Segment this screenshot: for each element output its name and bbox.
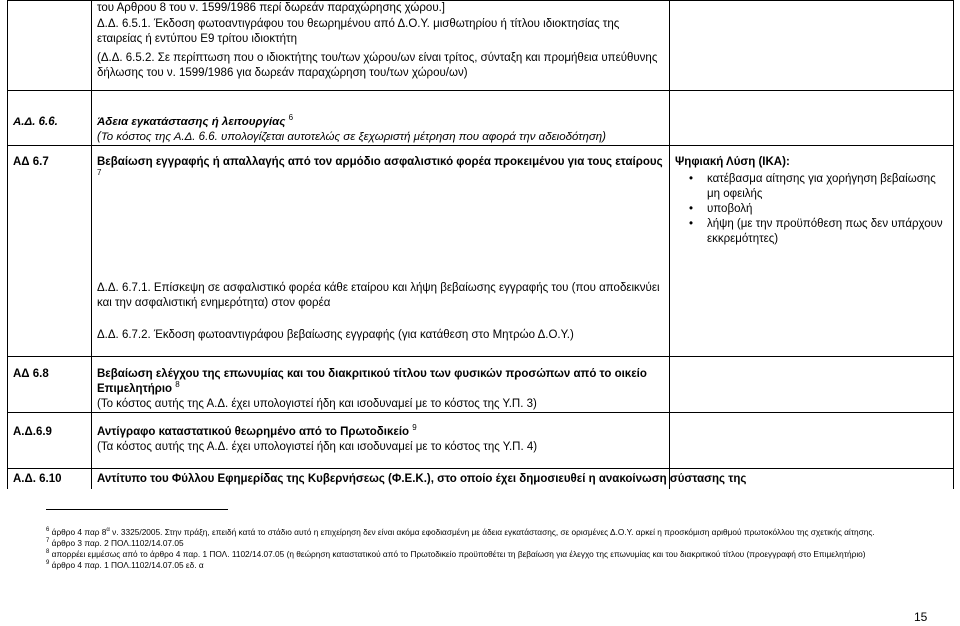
footnotes <box>46 527 926 571</box>
row-title: Αντίγραφο καταστατικού θεωρημένο από το Πρωτοδικείο <box>97 426 410 438</box>
footnote <box>46 549 926 560</box>
list-item: • λήψη (με την προϋπόθεση πως δεν υπάρχουν εκκρεμότητες) <box>681 217 948 247</box>
table-row <box>8 1 954 91</box>
sub-item-672: Δ.Δ. 6.7.2. Έκδοση φωτοαντιγράφου βεβαίωσης εγγραφής (για κατάθεση στο Μητρώο Δ.Ο.Υ.) <box>97 329 574 341</box>
footnote-ref: 9 <box>412 423 417 432</box>
r1-line2: Δ.Δ. 6.5.1. Έκδοση φωτοαντιγράφου του θεωρημένου από Δ.Ο.Υ. μισθωτηρίου ή τίτλου ιδιοκτησίας της εταιρείας ή εντύπου Ε9 τρίτου ιδιοκτήτη <box>97 18 620 45</box>
ika-list <box>675 172 948 247</box>
row-code: ΑΔ 6.8 <box>13 368 49 380</box>
row-code: Α.Δ.6.9 <box>13 426 52 438</box>
notes-cell <box>670 357 954 413</box>
footnote <box>46 527 926 538</box>
notes-cell <box>670 146 954 357</box>
footnote <box>46 560 926 571</box>
description-cell <box>92 1 670 91</box>
row-title: Βεβαίωση ελέγχου της επωνυμίας και του διακριτικού τίτλου των φυσικών προσώπων από το οικείο Επιμελητήριο <box>97 368 647 395</box>
row-code: ΑΔ 6.7 <box>13 156 49 168</box>
row-code: Α.Δ. 6.6. <box>13 116 58 128</box>
footnote-number: 8 <box>46 549 50 555</box>
row-title: Βεβαίωση εγγραφής ή απαλλαγής από τον αρμόδιο ασφαλιστικό φορέα προκειμένου για τους εταίρους <box>97 156 663 168</box>
code-cell <box>8 357 92 413</box>
r1-line3: (Δ.Δ. 6.5.2. Σε περίπτωση που ο ιδιοκτήτης του/των χώρου/ων είναι τρίτος, σύνταξη και προμήθεια υπεύθυνης δήλωσης του ν. 1599/1986 για δωρεάν παραχώρηση του/των χώρου/ων) <box>97 52 658 79</box>
table-row <box>8 146 954 357</box>
requirements-table <box>7 0 954 489</box>
table-row <box>8 413 954 469</box>
footnote-ref: 6 <box>288 113 294 122</box>
footnote <box>46 538 926 549</box>
code-cell <box>8 413 92 469</box>
footnote-superscript: α <box>106 527 110 533</box>
code-cell <box>8 146 92 357</box>
sub-item-671: Δ.Δ. 6.7.1. Επίσκεψη σε ασφαλιστικό φορέα κάθε εταίρου και λήψη βεβαίωσης εγγραφής του (που αποδεικνύει και την ασφαλιστική ενημερότητα) στον φορέα <box>97 282 660 309</box>
ika-title: Ψηφιακή Λύση (ΙΚΑ): <box>675 156 790 168</box>
code-cell <box>8 91 92 146</box>
description-cell <box>92 413 670 469</box>
footnote-number: 9 <box>46 560 50 566</box>
footnote-text: απορρέει εμμέσως από το άρθρο 4 παρ. 1 ΠΟΛ. 1102/14.07.05 (η θεώρηση καταστατικού από το Πρωτοδικείο προϋποθέτει τη βεβαίωση για έλεγχο της επωνυμίας και του διακριτικού τίτλου (προεγγραφή στο Επιμελητήριο) <box>51 549 866 559</box>
list-item: • κατέβασμα αίτησης για χορήγηση βεβαίωσης μη οφειλής <box>681 172 948 202</box>
footnote-separator <box>46 509 228 510</box>
code-cell <box>8 1 92 91</box>
table-row <box>8 91 954 146</box>
r1-line1: του Αρθρου 8 του ν. 1599/1986 περί δωρεάν παραχώρησης χώρου.] <box>97 2 446 14</box>
footnote-number: 7 <box>46 538 50 544</box>
row-note: (Το κόστος της Α.Δ. 6.6. υπολογίζεται αυτοτελώς σε ξεχωριστή μέτρηση που αφορά την αδειοδότηση) <box>97 131 606 143</box>
footnote-ref: 7 <box>97 168 102 177</box>
footnote-number: 6 <box>46 527 50 533</box>
description-cell <box>92 146 670 357</box>
footnote-text: ν. 3325/2005. Στην πράξη, επειδή κατά το στάδιο αυτό η επιχείρηση δεν είναι ακόμα εφοδιασμένη με άδεια εγκατάστασης, σε ορισμένες Δ.Ο.Υ. αρκεί η προσκόμιση αριθμού πρωτοκόλλου της σχετικής αίτησης. <box>112 527 875 537</box>
row-code: Α.Δ. 6.10 <box>13 473 62 485</box>
page-number: 15 <box>914 610 928 624</box>
footnote-text: άρθρο 3 παρ. 2 ΠΟΛ.1102/14.07.05 <box>51 538 184 548</box>
footnote-ref: 8 <box>175 380 180 389</box>
row-title: Άδεια εγκατάστασης ή λειτουργίας <box>97 116 286 128</box>
notes-cell <box>670 1 954 91</box>
description-cell <box>92 357 670 413</box>
row-note: (Το κόστος αυτής της Α.Δ. έχει υπολογιστεί ήδη και ισοδυναμεί με το κόστος της Υ.Π. 3) <box>97 398 537 410</box>
code-cell <box>8 469 92 489</box>
notes-cell <box>670 91 954 146</box>
footnote-text: άρθρο 4 παρ 8 <box>51 527 107 537</box>
list-item: • υποβολή <box>681 202 948 217</box>
description-cell <box>92 91 670 146</box>
row-title: Αντίτυπο του Φύλλου Εφημερίδας της Κυβερνήσεως (Φ.Ε.Κ.), στο οποίο έχει δημοσιευθεί η ανακοίνωση σύστασης της <box>97 473 747 485</box>
description-cell <box>92 469 747 489</box>
table-row <box>8 469 954 489</box>
table-row <box>8 357 954 413</box>
row-note: (Τα κόστος αυτής της Α.Δ. έχει υπολογιστεί ήδη και ισοδυναμεί με το κόστος της Υ.Π. 4) <box>97 441 538 453</box>
footnote-text: άρθρο 4 παρ. 1 ΠΟΛ.1102/14.07.05 εδ. α <box>51 560 204 570</box>
notes-cell <box>670 413 954 469</box>
